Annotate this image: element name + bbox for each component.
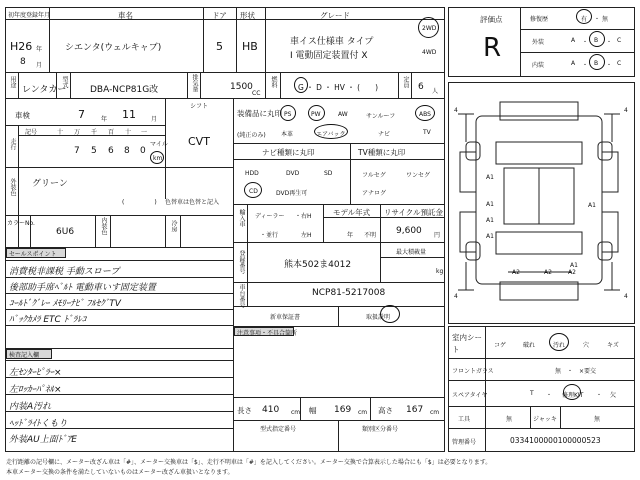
exterior-note: 色替車は色替と記入 bbox=[165, 199, 220, 206]
capacity-value: 6 bbox=[418, 82, 424, 92]
diagram-number: 4 bbox=[454, 107, 458, 114]
model-year-unit: 年 bbox=[347, 232, 354, 239]
diagram-number: 4 bbox=[624, 293, 628, 300]
fuel-label: 燃料 bbox=[270, 76, 277, 88]
import-label: 輸入車 bbox=[238, 209, 245, 227]
spare-separator: ・ bbox=[546, 392, 553, 399]
grade-separator: ・ bbox=[606, 62, 613, 69]
footer-line1: 走行距離の記号欄に、メーター改ざん車は「#」、メーター交換車は「$」、走行不明車は「#」を記入してください。メーター交換で合算表示した場合にも「$」は必要となります。 bbox=[6, 459, 492, 466]
cooling-label: 冷房 bbox=[170, 220, 177, 232]
category-label: 類別区分番号 bbox=[362, 426, 399, 433]
glass-options: 無 ・ ×要交 bbox=[555, 368, 597, 375]
drive-2wd: 2WD bbox=[422, 25, 437, 32]
spare-kit-circle bbox=[562, 384, 584, 400]
inspection-label: 車検 bbox=[15, 111, 30, 120]
seat-item: 汚れ bbox=[553, 342, 566, 349]
shift-label: シフト bbox=[190, 103, 209, 110]
car-name-label: 車名 bbox=[118, 11, 133, 20]
grade-line1: 車イス仕様車 タイプ bbox=[290, 37, 374, 47]
score-value: R bbox=[483, 33, 502, 63]
grade-c: C bbox=[617, 60, 622, 67]
capacity-unit: 人 bbox=[432, 88, 439, 95]
mileage-digit: 7 bbox=[74, 146, 80, 156]
chassis-label: 車台番号 bbox=[238, 284, 245, 308]
grade-separator: ・ bbox=[582, 39, 589, 46]
inspector-note-item: ﾍｯﾄﾞﾗｲﾄくもり bbox=[9, 419, 68, 429]
exterior-b-circle bbox=[589, 31, 605, 47]
damage-label: A1 bbox=[486, 217, 494, 224]
damage-label: A1 bbox=[486, 174, 494, 181]
fuel-options: G ・ D ・ HV ・ ( ) bbox=[298, 83, 379, 92]
grade-separator: ・ bbox=[606, 39, 613, 46]
sales-points-label: セールスポイント bbox=[9, 251, 57, 258]
equip-aw: AW bbox=[338, 111, 348, 118]
import-dealer: ディーラー bbox=[255, 213, 285, 220]
repair-label: 修復歴 bbox=[530, 16, 549, 23]
shape-label: 形状 bbox=[240, 11, 255, 20]
interior-b-circle bbox=[589, 54, 605, 70]
damage-label: A1 bbox=[588, 202, 596, 209]
cc-unit: CC bbox=[252, 90, 261, 97]
inspector-note-item: 左ｾﾝﾀｰﾋﾟﾗｰ× bbox=[9, 368, 62, 378]
tv-fullseg: フルセグ bbox=[362, 172, 386, 179]
equip-ps: PS bbox=[284, 111, 292, 118]
equip-pw: PW bbox=[311, 111, 321, 118]
exterior-grade-label: 外装 bbox=[532, 39, 545, 46]
diagram-number: 4 bbox=[624, 107, 628, 114]
equip-ps-circle bbox=[280, 105, 296, 121]
tools-label: 工具 bbox=[458, 416, 471, 423]
mileage-unit-label: 十 bbox=[125, 129, 132, 136]
jack-label: ジャッキ bbox=[533, 416, 557, 423]
seat-item: 破れ bbox=[523, 342, 536, 349]
damage-label: A2 bbox=[512, 269, 520, 276]
mileage-digit: 5 bbox=[91, 146, 97, 156]
fuel-g-circle bbox=[294, 77, 308, 93]
width-label: 幅 bbox=[309, 406, 317, 415]
registration-value: 熊本502ま4012 bbox=[284, 260, 352, 270]
warranty-manual: 取扱説明 bbox=[366, 314, 391, 321]
color-no-value: 6U6 bbox=[56, 227, 75, 237]
first-reg-label: 初年度登録年月 bbox=[8, 12, 51, 19]
grade-a: A bbox=[571, 37, 576, 44]
navi-dvd-play: DVD再生可 bbox=[276, 190, 308, 197]
glass-label: フロントガラス bbox=[452, 368, 494, 375]
length-unit: cm bbox=[291, 409, 301, 416]
inspection-month: 11 bbox=[122, 108, 136, 121]
navi-sd: SD bbox=[324, 170, 333, 177]
spare-option: 欠 bbox=[610, 392, 617, 399]
damage-label: A1 bbox=[486, 201, 494, 208]
height-value: 167 bbox=[406, 405, 424, 415]
mgmt-value: 0334100000100000523 bbox=[510, 436, 601, 445]
drive-2wd-circle bbox=[418, 17, 439, 38]
navi-label: ナビ種類に丸印 bbox=[262, 148, 315, 157]
spare-separator: ・ bbox=[596, 392, 603, 399]
equip-sunroof: サンルーフ bbox=[366, 113, 396, 120]
equip-tv: TV bbox=[423, 129, 431, 136]
doors-value: 5 bbox=[216, 40, 223, 53]
mileage-unit-label: 十 bbox=[57, 129, 64, 136]
inspection-year: 7 bbox=[78, 108, 85, 121]
sales-point-item: ﾊﾞｯｸｶﾒﾗ ETC ﾄﾞﾗﾚｺ bbox=[9, 315, 87, 325]
sales-point-item: 消費税非課税 手動スロープ bbox=[9, 267, 120, 277]
mileage-digit: 8 bbox=[124, 146, 130, 156]
navi-cd-circle bbox=[244, 182, 262, 198]
tools-value: 無 bbox=[506, 416, 513, 423]
damage-label: A2 bbox=[568, 269, 576, 276]
grade-line2: Ⅰ 電動固定装置付 X bbox=[290, 51, 368, 61]
tv-label: TV種類に丸印 bbox=[358, 148, 406, 157]
width-value: 169 bbox=[334, 405, 352, 415]
inspector-note-item: 内装A汚れ bbox=[9, 402, 52, 412]
use-label: 用途 bbox=[9, 76, 16, 88]
equip-airbag-circle bbox=[314, 124, 348, 139]
mileage-digit: 0 bbox=[140, 146, 146, 156]
footer-line2: 本車メーター交換の条件を満たしていないものはメーター改ざん車扱いとなります。 bbox=[6, 469, 234, 476]
shift-value: CVT bbox=[188, 135, 210, 148]
seat-dirt-circle bbox=[549, 333, 569, 351]
exterior-paren: ( ) bbox=[122, 199, 157, 206]
spare-option: 修理KIT bbox=[562, 392, 584, 399]
inspector-note-item: 外装AU上面ﾄﾞｱE bbox=[9, 435, 77, 445]
import-left-handle: 左H bbox=[301, 232, 312, 239]
repair-separator: ・ bbox=[594, 16, 601, 23]
recycle-label: リサイクル預託金 bbox=[384, 208, 443, 217]
equip-leather: 本革 bbox=[281, 131, 294, 138]
repair-no: 無 bbox=[602, 16, 609, 23]
repair-yes-circle bbox=[576, 9, 592, 24]
equip-navi: ナビ bbox=[378, 131, 391, 138]
mileage-mile: マイル bbox=[150, 141, 168, 148]
mileage-km: km bbox=[153, 155, 163, 162]
year-suffix: 年 bbox=[36, 46, 43, 53]
shape-value: HB bbox=[242, 40, 258, 53]
max-load-label: 最大積載量 bbox=[396, 249, 427, 256]
seat-item: コゲ bbox=[494, 342, 507, 349]
score-label: 評価点 bbox=[480, 15, 503, 24]
displacement-value: 1500 bbox=[230, 82, 253, 92]
drive-4wd: 4WD bbox=[422, 49, 437, 56]
car-name-value: シエンタ(ウェルキャブ) bbox=[65, 43, 162, 53]
grade-a: A bbox=[571, 60, 576, 67]
mileage-digit: 6 bbox=[108, 146, 114, 156]
use-value: レンタカー bbox=[22, 85, 67, 95]
diagram-number: 4 bbox=[454, 293, 458, 300]
issues-label: 注意事項・不具合箇所 bbox=[237, 330, 298, 337]
navi-dvd: DVD bbox=[286, 170, 300, 177]
door-label: ドア bbox=[212, 11, 227, 20]
damage-label: A1 bbox=[570, 262, 578, 269]
length-value: 410 bbox=[262, 405, 280, 415]
width-unit: cm bbox=[358, 409, 368, 416]
mgmt-label: 管理番号 bbox=[452, 439, 477, 446]
spare-option: T bbox=[530, 390, 534, 397]
repair-yes: 有 bbox=[581, 16, 588, 23]
height-label: 高さ bbox=[378, 406, 393, 415]
import-dot: ・ bbox=[295, 213, 302, 220]
import-parallel: ・並行 bbox=[260, 232, 279, 239]
height-unit: cm bbox=[430, 409, 440, 416]
grade-separator: ・ bbox=[582, 62, 589, 69]
equip-pw-circle bbox=[308, 105, 325, 121]
import-right-handle: 右H bbox=[301, 213, 312, 220]
equip-airbag: エアバック bbox=[316, 131, 346, 138]
spare-label: スペアタイヤ bbox=[452, 392, 488, 399]
mileage-unit-label: 千 bbox=[91, 129, 98, 136]
model-year-label: モデル年式 bbox=[333, 208, 371, 217]
seat-item: 穴 bbox=[583, 342, 590, 349]
manual-circle bbox=[380, 305, 400, 323]
first-reg-month: 8 bbox=[20, 57, 26, 67]
model-year-unknown: 不明 bbox=[364, 232, 377, 239]
car-diagram bbox=[448, 82, 635, 324]
seat-label: 室内シート bbox=[452, 333, 482, 354]
capacity-label: 定員 bbox=[402, 76, 409, 88]
length-label: 長さ bbox=[237, 406, 252, 415]
inspector-notes-label: 検査記入欄 bbox=[9, 352, 40, 359]
grade-label: グレード bbox=[320, 11, 350, 20]
jack-value: 無 bbox=[594, 416, 601, 423]
model-label: 型式 bbox=[61, 76, 68, 88]
tv-analog: アナログ bbox=[362, 190, 387, 197]
month-suffix: 月 bbox=[36, 62, 43, 69]
mileage-unit-label: 百 bbox=[108, 129, 115, 136]
sales-point-item: 後部助手席ﾍﾞﾙﾄ 電動車いす固定装置 bbox=[9, 283, 156, 293]
recycle-unit: 円 bbox=[434, 232, 441, 239]
tv-oneseg: ワンセグ bbox=[406, 172, 431, 179]
grade-b: B bbox=[594, 60, 599, 67]
first-reg-era: H26 bbox=[10, 40, 33, 53]
exterior-color: グリーン bbox=[32, 179, 68, 189]
navi-hdd: HDD bbox=[245, 170, 259, 177]
inspection-month-unit: 月 bbox=[151, 116, 158, 123]
mileage-unit-label: 万 bbox=[74, 129, 81, 136]
type-designation-label: 型式指定番号 bbox=[260, 426, 297, 433]
equipment-sub: (純正のみ) bbox=[237, 132, 266, 139]
interior-grade-label: 内装 bbox=[532, 62, 545, 69]
chassis-value: NCP81-5217008 bbox=[312, 288, 386, 298]
mileage-unit-symbol: 記号 bbox=[25, 129, 38, 136]
registration-label: 登録番号 bbox=[238, 250, 245, 274]
equip-abs: ABS bbox=[419, 111, 431, 118]
max-load-unit: kg bbox=[436, 268, 444, 275]
damage-label: A2 bbox=[544, 269, 552, 276]
displacement-label: 排気量 bbox=[191, 74, 198, 92]
damage-label: A1 bbox=[486, 233, 494, 240]
color-no-label: カラーNo. bbox=[7, 220, 35, 227]
model-value: DBA-NCP81G改 bbox=[90, 85, 159, 95]
inspection-year-unit: 年 bbox=[101, 116, 108, 123]
inspector-note-item: 左ﾛｯｶｰﾊﾟﾈﾙ× bbox=[9, 385, 62, 395]
navi-cd: CD bbox=[249, 188, 258, 195]
mileage-km-circle bbox=[150, 151, 164, 164]
grade-c: C bbox=[617, 37, 622, 44]
warranty-new-car: 新車保証書 bbox=[270, 314, 301, 321]
equip-abs-circle bbox=[415, 105, 435, 121]
exterior-side-label: 外装色 bbox=[9, 178, 16, 196]
sales-point-item: ｺｰﾙﾄﾞｸﾞﾚｰ ﾒﾓﾘｰﾅﾋﾞ ﾌﾙｾｸﾞTV bbox=[9, 299, 121, 309]
equipment-label: 装備品に丸印 bbox=[237, 109, 282, 118]
mileage-unit-label: 一 bbox=[141, 129, 148, 136]
interior-color-label: 内装色 bbox=[100, 217, 107, 235]
grade-b: B bbox=[594, 37, 599, 44]
recycle-value: 9,600 bbox=[396, 226, 422, 236]
seat-item: キズ bbox=[607, 342, 619, 349]
mileage-side-label: 走行 bbox=[9, 138, 16, 150]
